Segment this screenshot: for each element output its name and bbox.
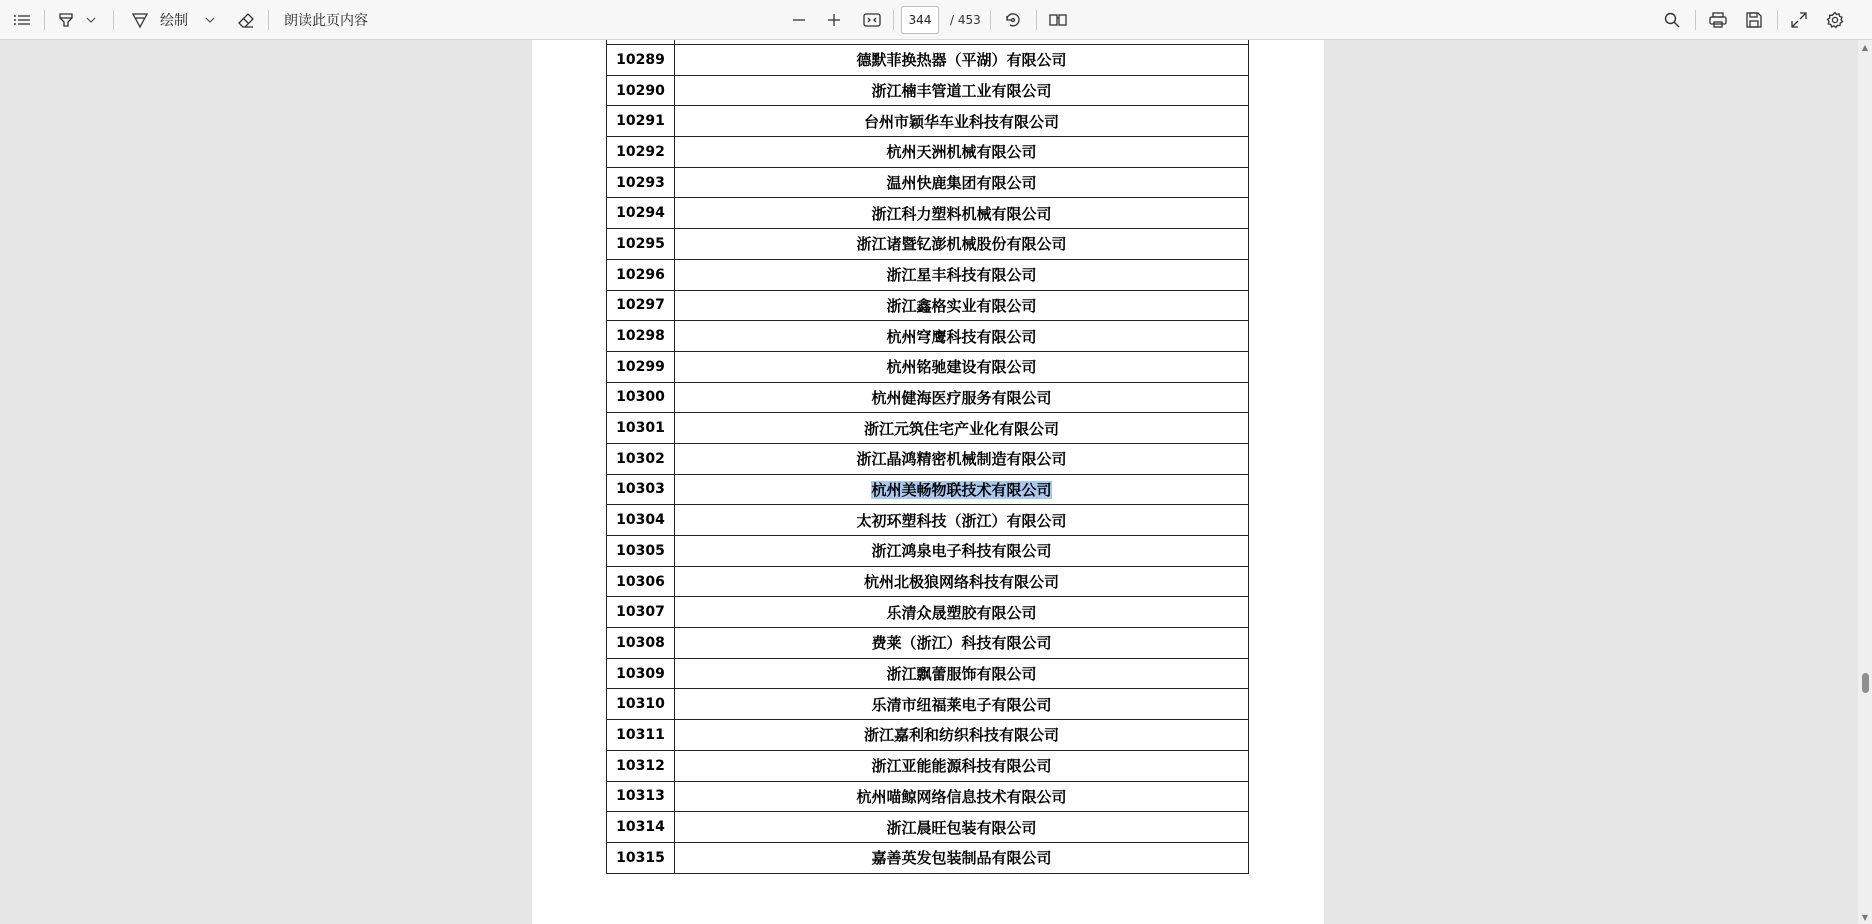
- company-name-cell: [675, 45, 1249, 76]
- row-number: 10306: [607, 566, 675, 597]
- company-name: 杭州北极狼网络科技有限公司: [863, 573, 1059, 592]
- company-name-cell: [675, 536, 1249, 567]
- row-number: 10289: [607, 45, 675, 76]
- company-name: 浙江诸暨钇澎机械股份有限公司: [856, 235, 1067, 254]
- read-aloud-label: 朗读此页内容: [284, 13, 368, 29]
- company-name: 浙江科力塑料机械有限公司: [871, 204, 1052, 223]
- read-aloud-button[interactable]: [284, 0, 374, 40]
- row-number: 10304: [607, 505, 675, 536]
- page-number-input[interactable]: [901, 6, 939, 34]
- table-row: [607, 842, 1249, 873]
- company-name-cell: [675, 628, 1249, 659]
- toolbar-separator: [1695, 10, 1696, 30]
- eraser-icon[interactable]: [235, 0, 257, 40]
- row-number: 10312: [607, 750, 675, 781]
- company-name: 浙江晨旺包装有限公司: [886, 818, 1037, 837]
- row-number: 10301: [607, 413, 675, 444]
- page-view-icon[interactable]: [1046, 0, 1070, 40]
- table-row: [607, 750, 1249, 781]
- rotate-icon[interactable]: [1001, 0, 1025, 40]
- row-number: 10313: [607, 781, 675, 812]
- company-name-cell: [675, 75, 1249, 106]
- table-row: [607, 198, 1249, 229]
- company-name-cell: [675, 566, 1249, 597]
- company-name: 浙江亚能能源科技有限公司: [871, 757, 1052, 776]
- table-row: [607, 443, 1249, 474]
- company-name: 杭州天洲机械有限公司: [886, 143, 1037, 162]
- row-number: 10298: [607, 321, 675, 352]
- toolbar-separator: [1777, 10, 1778, 30]
- company-name-cell: [675, 198, 1249, 229]
- table-row: [607, 137, 1249, 168]
- company-name: 杭州铭驰建设有限公司: [886, 358, 1037, 377]
- highlighter-icon[interactable]: [54, 0, 78, 40]
- document-viewport[interactable]: [0, 40, 1872, 924]
- company-name-cell: [675, 382, 1249, 413]
- toolbar-separator: [893, 10, 894, 30]
- zoom-out-icon[interactable]: [789, 0, 809, 40]
- company-name-cell: [675, 689, 1249, 720]
- contents-list-icon[interactable]: [10, 0, 34, 40]
- company-name-cell: [675, 351, 1249, 382]
- company-name-cell: [675, 229, 1249, 260]
- company-name: 浙江鑫格实业有限公司: [886, 296, 1037, 315]
- company-name-cell: [675, 720, 1249, 751]
- row-number: 10307: [607, 597, 675, 628]
- row-number: 10297: [607, 290, 675, 321]
- table-row: [607, 781, 1249, 812]
- table-row: [607, 720, 1249, 751]
- row-number: 10294: [607, 198, 675, 229]
- vertical-scrollbar[interactable]: [1858, 40, 1872, 924]
- row-number: 10305: [607, 536, 675, 567]
- page-total-text: / 453: [950, 13, 981, 27]
- fit-page-icon[interactable]: [860, 0, 884, 40]
- toolbar-separator: [268, 10, 269, 30]
- company-name-cell: [675, 259, 1249, 290]
- company-name-cell: [675, 842, 1249, 873]
- table-row: [607, 566, 1249, 597]
- company-name-cell: [675, 474, 1249, 505]
- fullscreen-icon[interactable]: [1787, 0, 1811, 40]
- settings-gear-icon[interactable]: [1823, 0, 1847, 40]
- company-name: 浙江飘蕾服饰有限公司: [886, 665, 1037, 684]
- company-name: 乐清众晟塑胶有限公司: [886, 603, 1037, 622]
- company-name: 杭州喵鲸网络信息技术有限公司: [856, 787, 1067, 806]
- table-row: [607, 290, 1249, 321]
- company-name-cell: [675, 321, 1249, 352]
- company-name: 杭州健海医疗服务有限公司: [871, 388, 1052, 407]
- draw-dropdown-chevron-icon[interactable]: [203, 0, 217, 40]
- print-icon[interactable]: [1706, 0, 1730, 40]
- row-number: 10292: [607, 137, 675, 168]
- row-number: 10291: [607, 106, 675, 137]
- company-name: 杭州美畅物联技术有限公司: [871, 480, 1052, 499]
- row-number: 10315: [607, 842, 675, 873]
- table-row: [607, 45, 1249, 76]
- company-name: 费莱（浙江）科技有限公司: [871, 634, 1052, 653]
- table-row: [607, 321, 1249, 352]
- draw-button[interactable]: [160, 0, 194, 40]
- page-total: [950, 0, 981, 40]
- company-name: 浙江楠丰管道工业有限公司: [871, 82, 1052, 101]
- company-name: 台州市颖华车业科技有限公司: [863, 112, 1059, 131]
- company-name: 温州快鹿集团有限公司: [886, 174, 1037, 193]
- company-name: 太初环塑科技（浙江）有限公司: [856, 511, 1067, 530]
- company-name: 浙江鸿泉电子科技有限公司: [871, 542, 1052, 561]
- company-name-cell: [675, 812, 1249, 843]
- company-name-cell: [675, 443, 1249, 474]
- row-number: 10310: [607, 689, 675, 720]
- table-row: [607, 597, 1249, 628]
- table-row: [607, 812, 1249, 843]
- table-row: [607, 75, 1249, 106]
- table-row: [607, 167, 1249, 198]
- company-name: 浙江元筑住宅产业化有限公司: [863, 419, 1059, 438]
- company-name-cell: [675, 290, 1249, 321]
- company-name: 嘉善英发包装制品有限公司: [871, 849, 1052, 868]
- table-row: [607, 382, 1249, 413]
- row-number: 10296: [607, 259, 675, 290]
- toolbar-separator: [1036, 10, 1037, 30]
- company-name-cell: [675, 658, 1249, 689]
- row-number: 10295: [607, 229, 675, 260]
- row-number: 10308: [607, 628, 675, 659]
- company-name-cell: [675, 413, 1249, 444]
- row-number: 10303: [607, 474, 675, 505]
- row-number: 10300: [607, 382, 675, 413]
- company-name-cell: [675, 597, 1249, 628]
- scroll-thumb[interactable]: [1862, 673, 1869, 693]
- row-number: 10314: [607, 812, 675, 843]
- table-row: [607, 106, 1249, 137]
- company-name: 浙江晶鸿精密机械制造有限公司: [856, 450, 1067, 469]
- zoom-in-icon[interactable]: [824, 0, 844, 40]
- table-row: [607, 536, 1249, 567]
- company-name: 浙江星丰科技有限公司: [886, 266, 1037, 285]
- table-row: [607, 505, 1249, 536]
- save-icon[interactable]: [1742, 0, 1766, 40]
- row-number: 10311: [607, 720, 675, 751]
- pdf-toolbar: [0, 0, 1872, 40]
- table-row: [607, 689, 1249, 720]
- highlight-dropdown-chevron-icon[interactable]: [84, 0, 98, 40]
- company-table: [606, 40, 1249, 874]
- row-number: 10290: [607, 75, 675, 106]
- company-name-cell: [675, 781, 1249, 812]
- table-row: [607, 259, 1249, 290]
- pdf-page: [532, 40, 1324, 924]
- table-row: [607, 658, 1249, 689]
- company-name: 杭州穹鹰科技有限公司: [886, 327, 1037, 346]
- row-number: 10299: [607, 351, 675, 382]
- table-row: [607, 229, 1249, 260]
- row-number: 10293: [607, 167, 675, 198]
- page-current: 344: [908, 13, 932, 27]
- table-row: [607, 628, 1249, 659]
- company-name-cell: [675, 505, 1249, 536]
- table-row: [607, 413, 1249, 444]
- toolbar-separator: [113, 10, 114, 30]
- company-name: 浙江嘉利和纺织科技有限公司: [863, 726, 1059, 745]
- company-name-cell: [675, 106, 1249, 137]
- draw-pen-icon[interactable]: [129, 0, 151, 40]
- search-icon[interactable]: [1661, 0, 1683, 40]
- scroll-up-arrow-icon[interactable]: ▲: [1861, 42, 1869, 52]
- company-name: 德默菲换热器（平湖）有限公司: [856, 51, 1067, 70]
- company-name-cell: [675, 750, 1249, 781]
- toolbar-separator: [44, 10, 45, 30]
- company-name: 乐清市纽福莱电子有限公司: [871, 695, 1052, 714]
- company-name-cell: [675, 167, 1249, 198]
- table-row: [607, 474, 1249, 505]
- toolbar-separator: [990, 10, 991, 30]
- row-number: 10309: [607, 658, 675, 689]
- scroll-down-arrow-icon[interactable]: ▼: [1861, 912, 1869, 922]
- row-number: 10302: [607, 443, 675, 474]
- draw-label: 绘制: [160, 13, 188, 29]
- table-row: [607, 351, 1249, 382]
- company-name-cell: [675, 137, 1249, 168]
